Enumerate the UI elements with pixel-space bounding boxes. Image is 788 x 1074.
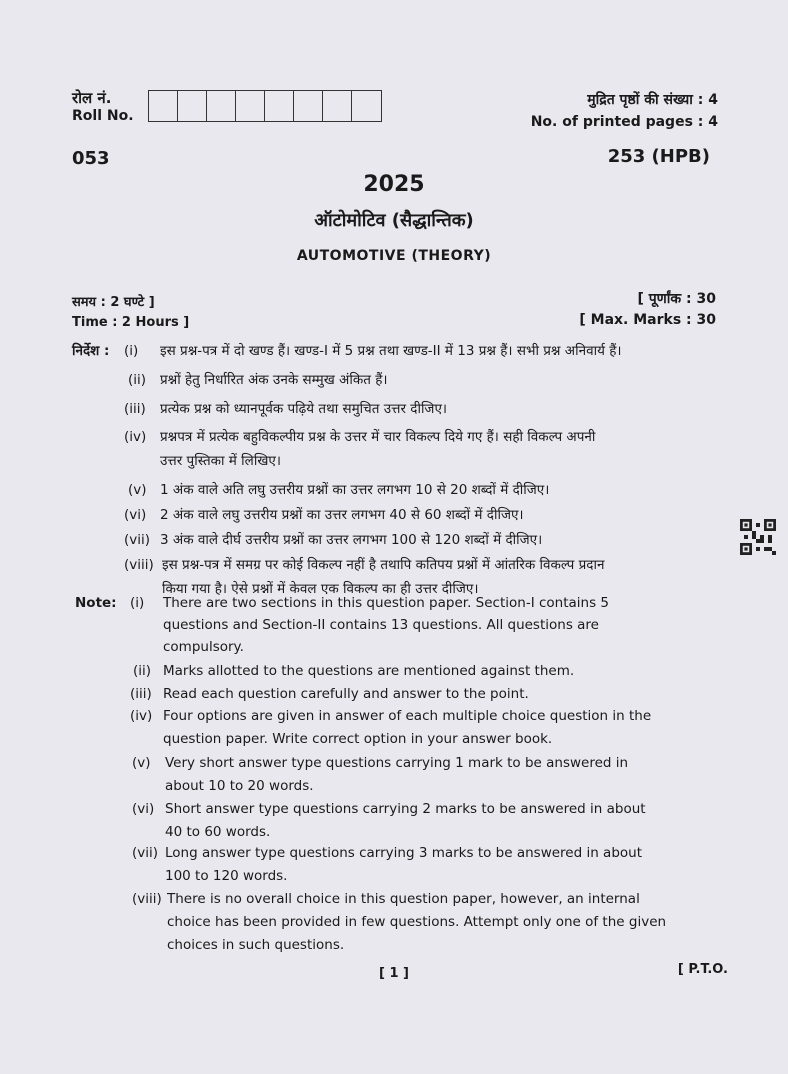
paper-code: 253 (HPB) xyxy=(607,146,710,167)
instruction-number: (viii) xyxy=(124,557,154,573)
instruction-text: इस प्रश्न-पत्र में समग्र पर कोई विकल्प नहीं है तथापि कतिपय प्रश्नों में आंतरिक विकल्प प्रदान xyxy=(162,557,605,573)
instruction-number: (iii) xyxy=(130,686,152,702)
instruction-number: (iv) xyxy=(130,708,153,724)
subject-title-hindi: ऑटोमोटिव (सैद्धान्तिक) xyxy=(314,210,474,231)
instruction-text: उत्तर पुस्तिका में लिखिए। xyxy=(160,453,281,469)
subject-title: AUTOMOTIVE (THEORY) xyxy=(296,248,492,264)
instruction-number: (vii) xyxy=(132,845,159,861)
page-number: [ 1 ] xyxy=(379,966,409,981)
roll-no-box xyxy=(294,91,323,121)
subject-code: 053 xyxy=(72,148,110,169)
instruction-text: There are two sections in this question paper. Section-I contains 5 xyxy=(163,595,609,611)
instruction-text: Read each question carefully and answer to the point. xyxy=(163,686,529,702)
instruction-text: Long answer type questions carrying 3 marks to be answered in about xyxy=(165,845,643,861)
instruction-text: 1 अंक वाले अति लघु उत्तरीय प्रश्नों का उत्तर लगभग 10 से 20 शब्दों में दीजिए। xyxy=(160,482,550,498)
instruction-text: प्रत्येक प्रश्न को ध्यानपूर्वक पढ़िये तथा समुचित उत्तर दीजिए। xyxy=(160,401,448,417)
roll-no-label: Roll No. xyxy=(72,108,134,124)
instruction-number: (ii) xyxy=(128,372,147,388)
instruction-text: choice has been provided in few questions. Attempt only one of the given xyxy=(167,914,667,930)
instruction-text: प्रश्नपत्र में प्रत्येक बहुविकल्पीय प्रश्न के उत्तर में चार विकल्प दिये गए हैं। सही विकल्प अपनी xyxy=(160,429,596,445)
instruction-number: (vi) xyxy=(124,507,147,523)
qr-code-icon xyxy=(740,519,776,555)
instruction-number: (i) xyxy=(130,595,145,611)
roll-no-label-hindi: रोल नं. xyxy=(72,89,112,107)
instruction-text: किया गया है। ऐसे प्रश्नों में केवल एक विकल्प का ही उत्तर दीजिए। xyxy=(162,581,479,597)
instruction-text: 100 to 120 words. xyxy=(165,868,288,884)
time-hindi: समय : 2 घण्टे ] xyxy=(72,295,155,310)
instruction-text: There is no overall choice in this question paper, however, an internal xyxy=(167,891,640,907)
pto-label: [ P.T.O. xyxy=(677,962,728,977)
roll-no-box xyxy=(236,91,265,121)
time: Time : 2 Hours ] xyxy=(72,315,190,330)
instruction-text: Short answer type questions carrying 2 marks to be answered in about xyxy=(165,801,646,817)
instruction-text: about 10 to 20 words. xyxy=(165,778,314,794)
instructions-english-label: Note: xyxy=(75,595,117,611)
roll-no-box xyxy=(207,91,236,121)
roll-no-box xyxy=(178,91,207,121)
instruction-text: प्रश्नों हेतु निर्धारित अंक उनके सम्मुख अंकित हैं। xyxy=(160,372,388,388)
instruction-number: (v) xyxy=(132,755,151,771)
instruction-text: इस प्रश्न-पत्र में दो खण्ड हैं। खण्ड-I में 5 प्रश्न तथा खण्ड-II में 13 प्रश्न हैं। सभी प्रश्न अनिवार्य हैं। xyxy=(160,343,622,359)
instruction-number: (vi) xyxy=(132,801,155,817)
max-marks-hindi: [ पूर्णांक : 30 xyxy=(637,291,716,307)
roll-no-boxes xyxy=(148,90,382,122)
instruction-text: 3 अंक वाले दीर्घ उत्तरीय प्रश्नों का उत्तर लगभग 100 से 120 शब्दों में दीजिए। xyxy=(160,532,543,548)
exam-year: 2025 xyxy=(363,172,425,197)
printed-pages: No. of printed pages : 4 xyxy=(530,114,718,130)
instruction-text: compulsory. xyxy=(163,639,244,655)
max-marks: [ Max. Marks : 30 xyxy=(579,312,716,328)
instruction-text: Very short answer type questions carrying 1 mark to be answered in xyxy=(165,755,629,771)
instructions-hindi-label: निर्देश : xyxy=(72,343,110,359)
roll-no-box xyxy=(149,91,178,121)
instruction-text: 2 अंक वाले लघु उत्तरीय प्रश्नों का उत्तर लगभग 40 से 60 शब्दों में दीजिए। xyxy=(160,507,524,523)
roll-no-box xyxy=(265,91,294,121)
instruction-number: (vii) xyxy=(124,532,151,548)
instruction-number: (i) xyxy=(124,343,139,359)
instruction-text: choices in such questions. xyxy=(167,937,345,953)
instruction-text: Marks allotted to the questions are mentioned against them. xyxy=(163,663,575,679)
instruction-number: (v) xyxy=(128,482,147,498)
instruction-number: (iv) xyxy=(124,429,147,445)
roll-no-box xyxy=(352,91,381,121)
instruction-text: 40 to 60 words. xyxy=(165,824,271,840)
instruction-text: Four options are given in answer of each multiple choice question in the xyxy=(163,708,652,724)
instruction-number: (viii) xyxy=(132,891,162,907)
instruction-number: (ii) xyxy=(133,663,152,679)
printed-pages-hindi: मुद्रित पृष्ठों की संख्या : 4 xyxy=(587,92,718,108)
instruction-number: (iii) xyxy=(124,401,146,417)
roll-no-box xyxy=(323,91,352,121)
instruction-text: question paper. Write correct option in your answer book. xyxy=(163,731,553,747)
instruction-text: questions and Section-II contains 13 questions. All questions are xyxy=(163,617,599,633)
